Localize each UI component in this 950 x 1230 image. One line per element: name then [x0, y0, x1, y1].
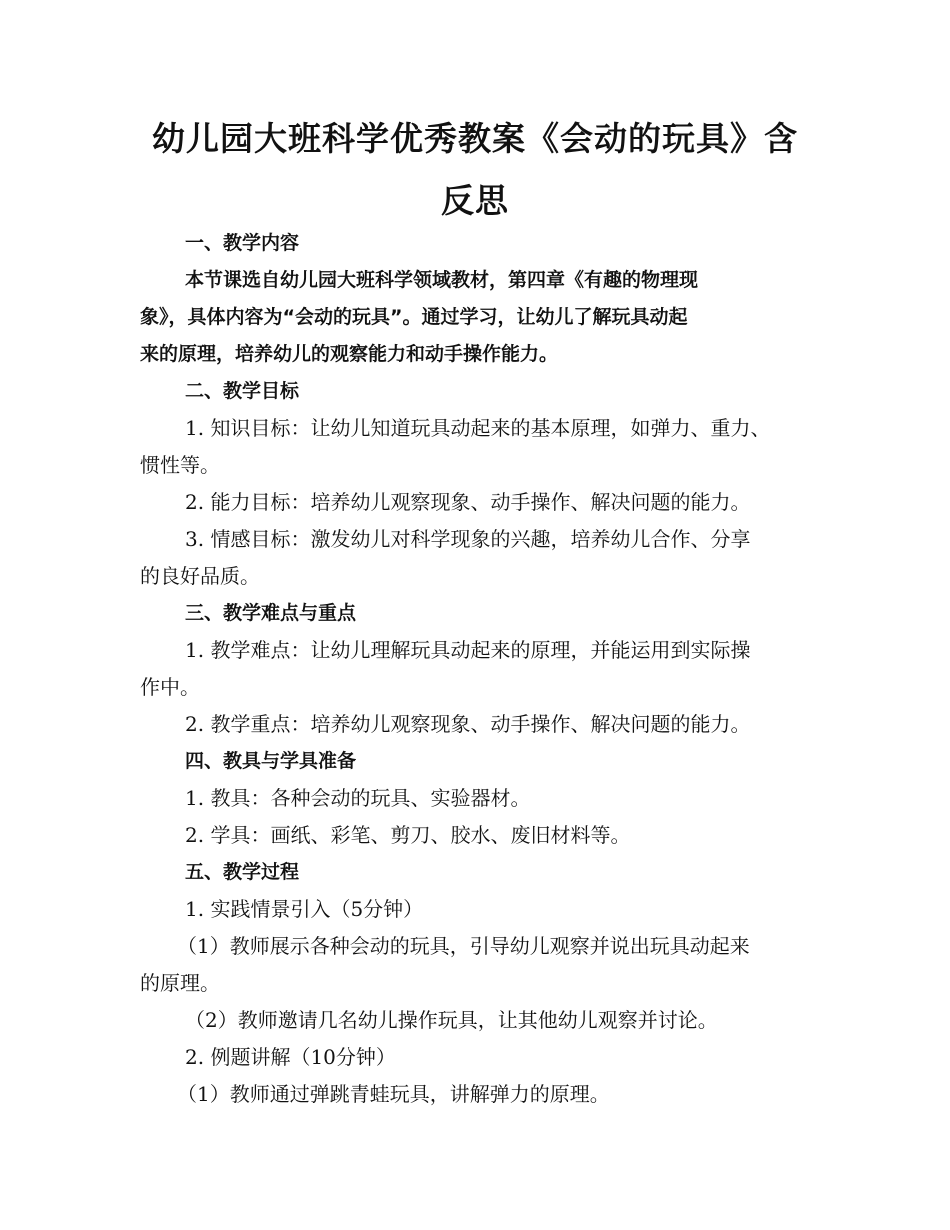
paragraph-line: 2. 例题讲解（10分钟） [185, 1045, 396, 1069]
paragraph-line: 1. 教具：各种会动的玩具、实验器材。 [185, 786, 531, 810]
title-line-2: 反思 [441, 181, 509, 220]
paragraph-line: 1. 教学难点：让幼儿理解玩具动起来的原理，并能运用到实际操 [185, 638, 751, 662]
section-heading-content: 一、教学内容 [185, 232, 300, 254]
paragraph-line: 来的原理，培养幼儿的观察能力和动手操作能力。 [140, 343, 559, 365]
paragraph-line: 的原理。 [140, 971, 220, 995]
section-heading-materials: 四、教具与学具准备 [185, 750, 357, 772]
paragraph-line: 1. 实践情景引入（5分钟） [185, 897, 424, 921]
paragraph-line: 惯性等。 [140, 453, 220, 477]
paragraph-line: 2. 教学重点：培养幼儿观察现象、动手操作、解决问题的能力。 [185, 712, 751, 736]
section-heading-difficulties: 三、教学难点与重点 [185, 602, 357, 624]
section-heading-process: 五、教学过程 [185, 861, 300, 883]
paragraph-line: 1. 知识目标：让幼儿知道玩具动起来的基本原理，如弹力、重力、 [185, 416, 771, 440]
title-line-1: 幼儿园大班科学优秀教案《会动的玩具》含 [152, 119, 798, 158]
document-title [130, 108, 820, 232]
paragraph-line: 本节课选自幼儿园大班科学领域教材，第四章《有趣的物理现 [185, 269, 699, 291]
paragraph-line: 象》，具体内容为“会动的玩具”。通过学习，让幼儿了解玩具动起 [140, 306, 688, 328]
paragraph-line: （1）教师展示各种会动的玩具，引导幼儿观察并说出玩具动起来 [177, 934, 750, 958]
paragraph-line: （1）教师通过弹跳青蛙玩具，讲解弹力的原理。 [177, 1082, 610, 1106]
paragraph-line: （2）教师邀请几名幼儿操作玩具，让其他幼儿观察并讨论。 [185, 1008, 718, 1032]
paragraph-line: 3. 情感目标：激发幼儿对科学现象的兴趣，培养幼儿合作、分享 [185, 527, 751, 551]
paragraph-line: 的良好品质。 [140, 564, 260, 588]
paragraph-line: 2. 学具：画纸、彩笔、剪刀、胶水、废旧材料等。 [185, 823, 631, 847]
paragraph-line: 2. 能力目标：培养幼儿观察现象、动手操作、解决问题的能力。 [185, 490, 751, 514]
section-heading-objectives: 二、教学目标 [185, 380, 300, 402]
paragraph-line: 作中。 [140, 675, 200, 699]
